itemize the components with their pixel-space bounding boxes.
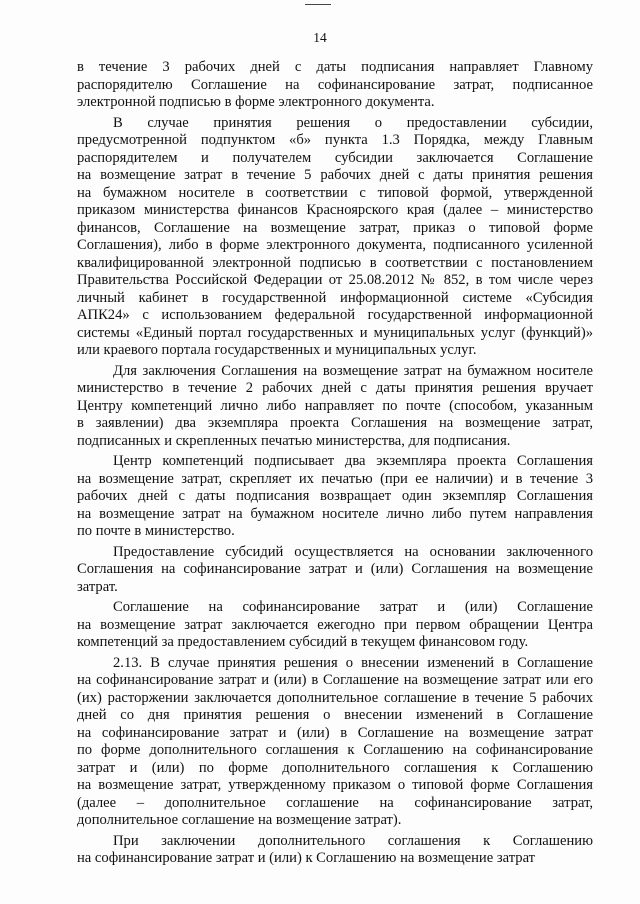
- text-line: (далее – дополнительное соглашение на софинансирование затрат,: [77, 794, 593, 811]
- text-line: АПК24» с использованием федеральной государственной информационной: [77, 307, 593, 323]
- text-line: Центр компетенций подписывает два экземпляра проекта Соглашения: [113, 453, 593, 469]
- text-line: в течение 3 рабочих дней с даты подписания направляет Главному: [77, 59, 593, 75]
- top-rule: [305, 4, 331, 5]
- text-line: министерство в течение 2 рабочих дней с даты принятия решения вручает: [77, 380, 593, 396]
- text-line: 2.13. В случае принятия решения о внесении изменений в Соглашение: [113, 654, 593, 671]
- text-line: электронной подписью в форме электронного документа.: [77, 94, 435, 110]
- text-line: по почте в министерство.: [77, 523, 235, 539]
- text-line: дополнительное соглашение на возмещение затрат).: [77, 812, 402, 828]
- text-line: личный кабинет в государственной информационной системе «Субсидия: [77, 289, 593, 306]
- text-line: системы «Единый портал государственных и муниципальных услуг (функций)»: [77, 324, 593, 341]
- text-line: Соглашения на софинансирование затрат и (или) Соглашения на возмещение: [77, 561, 593, 577]
- text-line: Центру компетенций лично либо направляет по почте (способом, указанным: [77, 397, 593, 414]
- text-line: на возмещение затрат на бумажном носителе лично либо путем направления: [77, 505, 593, 522]
- text-line: по форме дополнительного соглашения к Соглашению на софинансирование: [77, 742, 593, 758]
- page-number: 14: [313, 30, 327, 45]
- text-line: на возмещение затрат заключается ежегодно при первом обращении Центра: [77, 616, 593, 633]
- paragraph: [77, 544, 593, 597]
- paragraph: [77, 453, 593, 541]
- text-line: (их) расторжении заключается дополнительное соглашение в течение 5 рабочих: [77, 689, 593, 706]
- paragraph: [77, 655, 593, 830]
- text-line: дней со дня принятия решения о внесении изменений в Соглашение: [77, 707, 593, 723]
- text-line: Для заключения Соглашения на возмещение затрат на бумажном носителе: [113, 362, 593, 379]
- text-line: распорядителем и получателем субсидии заключается Соглашение: [77, 149, 593, 166]
- text-line: на софинансирование затрат и (или) к Соглашению на возмещение затрат: [77, 850, 536, 866]
- text-line: затрат.: [77, 578, 118, 595]
- text-line: на возмещение затрат, скрепляет их печатью (при ее наличии) и в течение 3: [77, 470, 593, 487]
- paragraph: [77, 115, 593, 360]
- text-line: приказом министерства финансов Красноярского края (далее – министерство: [77, 202, 593, 218]
- text-line: предусмотренной подпунктом «б» пункта 1.3 Порядка, между Главным: [77, 132, 593, 148]
- text-line: Предоставление субсидий осуществляется на основании заключенного: [113, 543, 593, 560]
- text-line: в заявлении) два экземпляра проекта Соглашения на возмещение затрат,: [77, 415, 593, 431]
- text-line: на софинансирование затрат и (или) в Соглашение на возмещение затрат: [77, 724, 593, 741]
- paragraph: [77, 833, 593, 868]
- text-line: распорядителю Соглашение на софинансирование затрат, подписанное: [77, 76, 593, 93]
- text-line: квалифицированной электронной подписью в соответствии с постановлением: [77, 254, 593, 271]
- text-line: При заключении дополнительного соглашения к Соглашению: [113, 832, 593, 849]
- text-line: на бумажном носителе в соответствии с типовой формой, утвержденной: [77, 184, 593, 201]
- text-line: Соглашение на софинансирование затрат и (или) Соглашение: [113, 599, 593, 615]
- text-line: финансов, Соглашение на возмещение затрат, приказ о типовой форме: [77, 219, 593, 236]
- text-line: компетенций за предоставлением субсидий в текущем финансовом году.: [77, 634, 529, 650]
- text-line: на возмещение затрат в течение 5 рабочих дней с даты принятия решения: [77, 167, 593, 183]
- text-line: или краевого портала государственных и муниципальных услуг.: [77, 342, 477, 358]
- text-line: В случае принятия решения о предоставлении субсидии,: [113, 114, 593, 131]
- text-line: на софинансирование затрат и (или) в Соглашение на возмещение затрат или его: [77, 672, 593, 688]
- text-line: Соглашения), либо в форме электронного документа, подписанного усиленной: [77, 237, 593, 253]
- text-line: затрат и (или) по форме дополнительного соглашения к Соглашению: [77, 759, 593, 776]
- text-line: рабочих дней с даты подписания возвращает один экземпляр Соглашения: [77, 488, 593, 504]
- text-line: на возмещение затрат, утвержденному приказом о типовой форме Соглашения: [77, 777, 593, 793]
- paragraph: [77, 59, 593, 112]
- paragraph: [77, 363, 593, 451]
- document-body: [77, 59, 593, 868]
- paragraph: [77, 599, 593, 652]
- text-line: Правительства Российской Федерации от 25.08.2012 № 852, в том числе через: [77, 272, 593, 288]
- text-line: подписанных и скрепленных печатью министерства, для подписания.: [77, 432, 511, 449]
